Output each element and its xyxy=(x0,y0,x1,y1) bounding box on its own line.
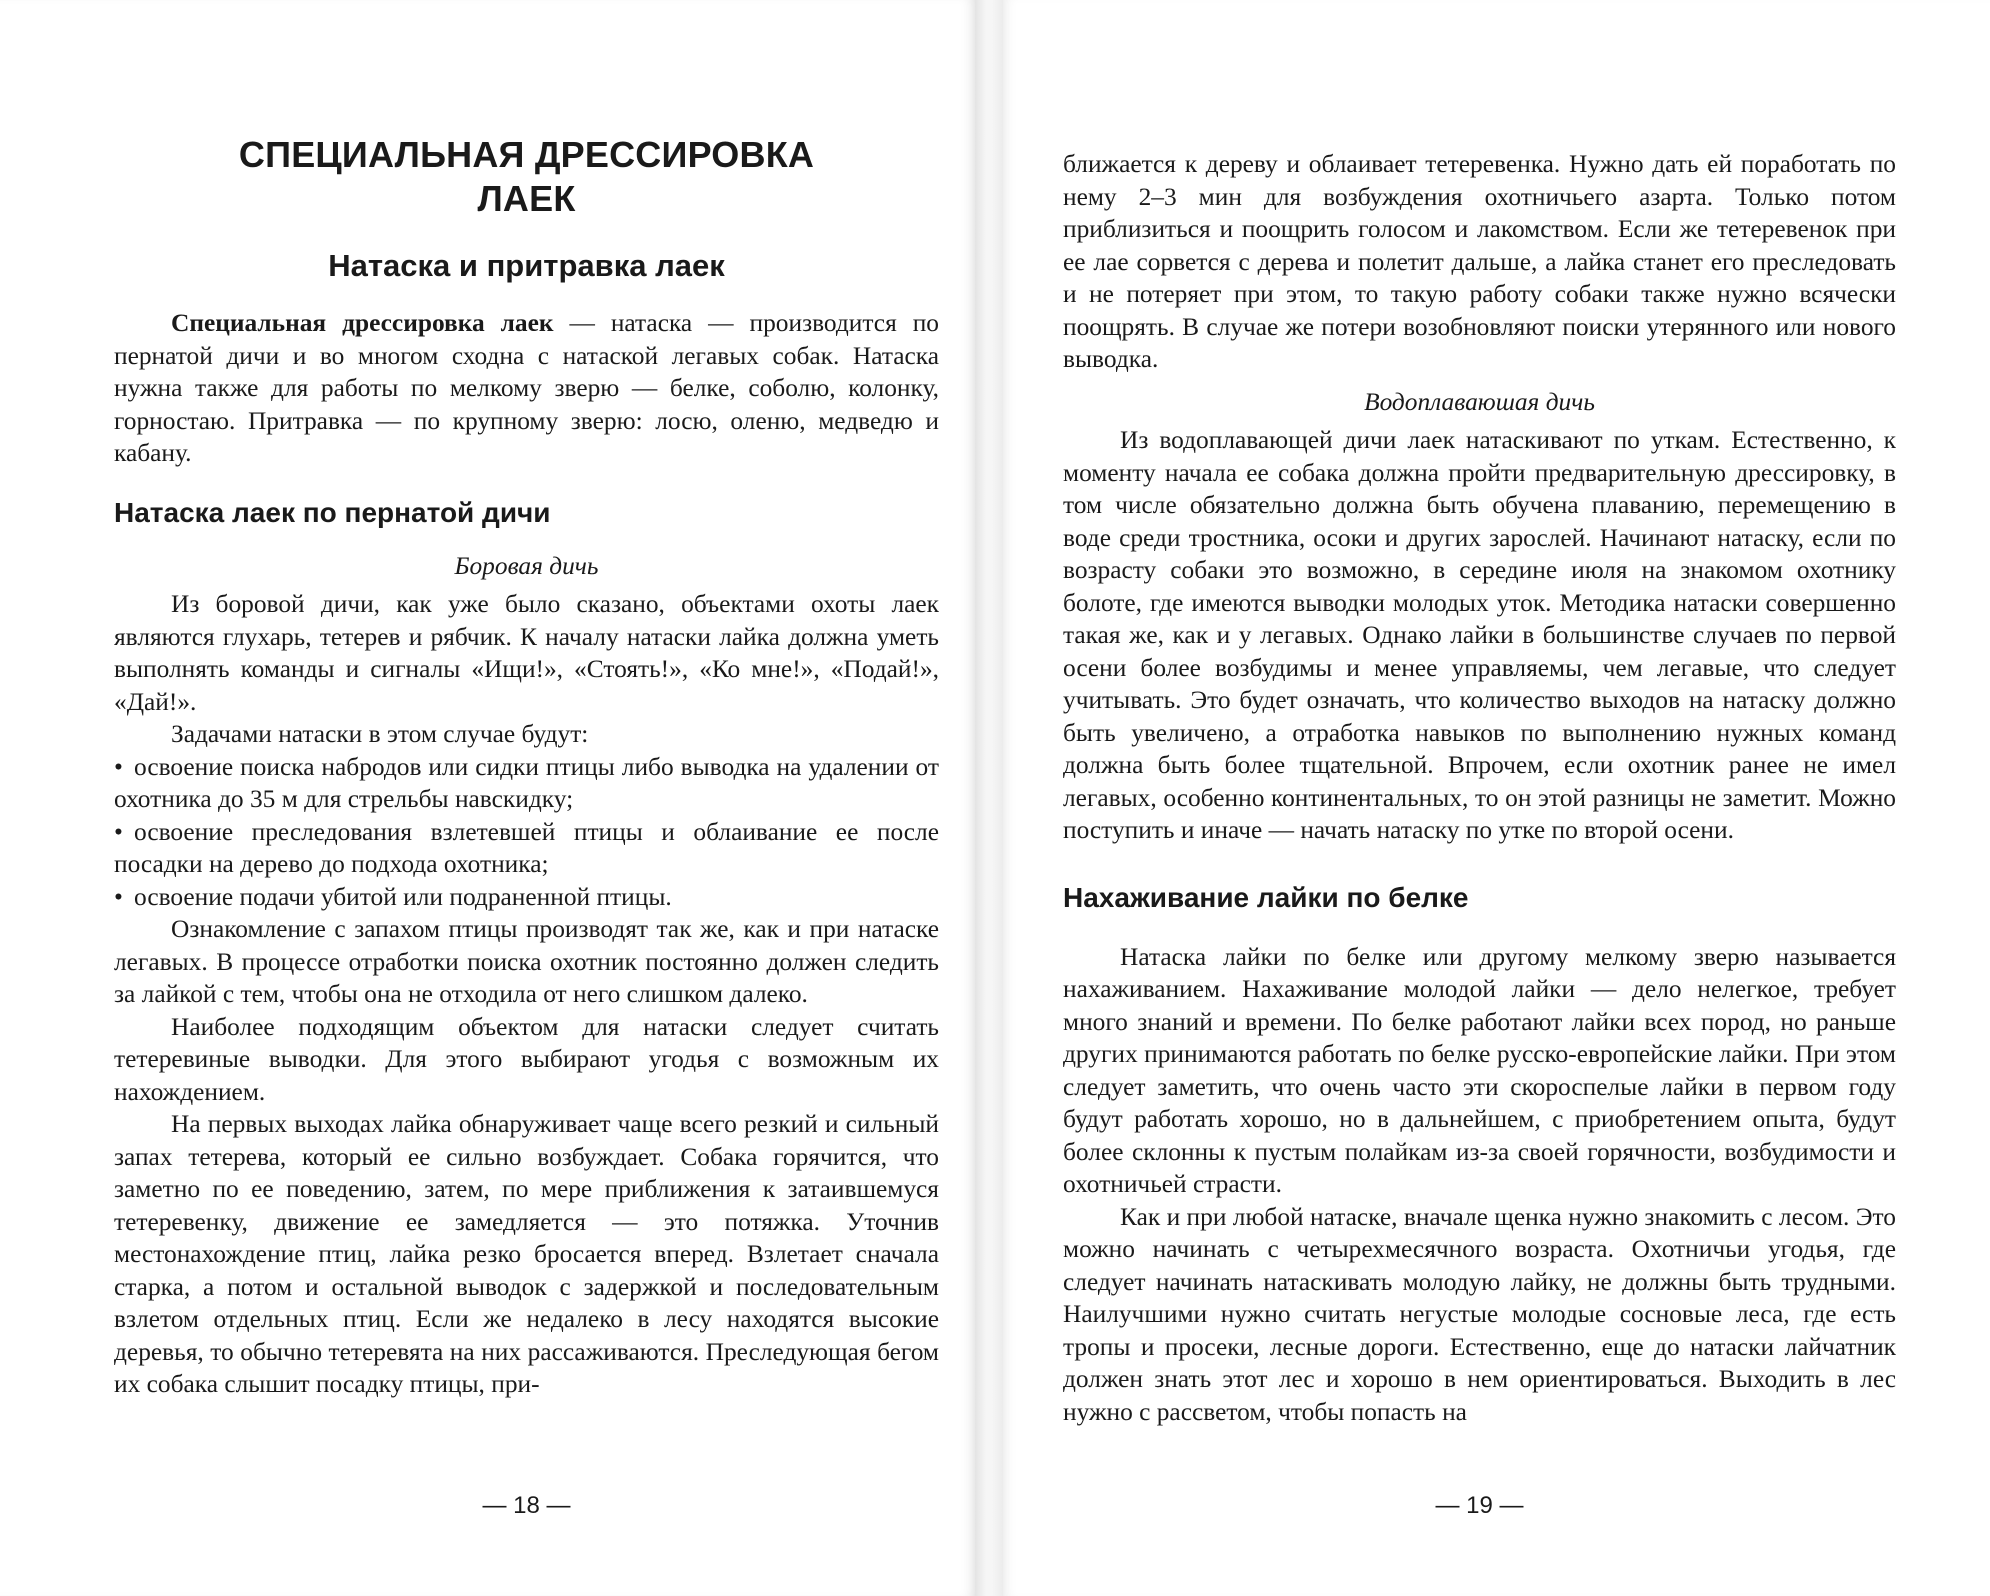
paragraph: Задачами натаски в этом случае будут: xyxy=(171,720,589,748)
bullet-icon: • xyxy=(114,882,123,911)
intro-text: — натаска — производится по пернатой дичи и во многом сходна с натаской легавых собак. Натаска нужна также для работы по мелкому зверю — белке, соболю, колонку, горностаю. Притравка — по крупному зверю: лосю, оленю, медведю и кабану. xyxy=(114,309,940,467)
page-number-left: — 18 — xyxy=(482,1492,571,1519)
paragraph: Ознакомление с запахом птицы производят так же, как и при натаске легавых. В процессе отработки поиска охотник постоянно должен следить за лайкой с тем, чтобы она не отходила от него слишком далеко. xyxy=(114,915,939,1008)
paragraph: Из боровой дичи, как уже было сказано, объектами охоты лаек являются глухарь, тетерев и рябчик. К началу натаски лайка должна уметь выполнять команды и сигналы «Ищи!», «Стоять!», «Ко мне!», «Подай!», «Дай!». xyxy=(114,590,939,716)
intro-bold-term: Специальная дрессировка лаек xyxy=(171,309,554,337)
paragraph: Из водоплавающей дичи лаек натаскивают по уткам. Естественно, к моменту начала ее собака должна пройти предварительную дрессировку, в том числе обязательно должна быть обучена плаванию, перемещению в воде среди тростника, осоки и других зарослей. Начинают натаску, если по возрасту собаки это возможно, в середине июля на знакомом охотнику болоте, где имеются выводки молодых уток. Методика натаски совершенно такая же, как и у легавых. Однако лайки в большинстве случаев по первой осени более возбудимы и менее управляемы, чем легавые, что следует учитывать. Это будет означать, что количество выходов на натаску должно быть увеличено, а отработка навыков по выполнению нужных команд должна быть более тщательной. Впрочем, если охотник ранее не имел легавых, особенно континентальных, то он этой разницы не заметит. Можно поступить и иначе — начать натаску по утке по второй осени. xyxy=(1063,426,1896,844)
left-page-body xyxy=(114,307,939,1401)
italic-heading-waterfowl: Водоплаваюшая дичь xyxy=(1364,387,1595,416)
continuation-paragraph: ближается к дереву и облаивает тетеревенка. Нужно дать ей поработать по нему 2–3 мин для возбуждения охотничьего азарта. Только потом приблизиться и поощрить голосом и лакомством. Если же тетеревенок при ее лае сорвется с дерева и полетит дальше, а лайка станет его преследовать и не потеряет при этом, то такую работу собаки также нужно всячески поощрять. В случае же потери возобновляют поиски утерянного или нового выводка. xyxy=(1063,150,1896,373)
intro-paragraph xyxy=(114,307,939,470)
bullet-item xyxy=(114,881,939,914)
left-page xyxy=(0,0,975,1596)
chapter-title-line-2: ЛАЕК xyxy=(477,178,576,219)
bullet-text: освоение подачи убитой или подраненной птицы. xyxy=(134,882,672,911)
page-number-right: — 19 — xyxy=(1435,1492,1524,1519)
paragraph: На первых выходах лайка обнаруживает чаще всего резкий и сильный запах тетерева, который ее сильно возбуждает. Собака горячится, что заметно по ее поведению, затем, по мере приближения к затаившемуся тетеревенку, движение ее замедляется — это потяжка. Уточнив местонахождение птиц, лайка резко бросается вперед. Взлетает сначала старка, а потом и остальной выводок с задержкой и последовательным взлетом отдельных птиц. Если же недалеко в лесу находятся высокие деревья, то обычно тетеревята на них рассаживаются. Преследующая бегом их собака слышит посадку птицы, при- xyxy=(114,1110,939,1398)
bullet-text: освоение поиска набродов или сидки птицы либо выводка на удалении от охотника до 35 м для стрельбы навскидку; xyxy=(114,752,939,813)
chapter-title-line-1: СПЕЦИАЛЬНАЯ ДРЕССИРОВКА xyxy=(238,134,815,175)
bullet-icon: • xyxy=(114,817,123,846)
bullet-text: освоение преследования взлетевшей птицы и облаивание ее после посадки на дерево до подхода охотника; xyxy=(114,817,939,878)
bullet-item xyxy=(114,816,939,881)
book-gutter xyxy=(975,0,1003,1596)
bullet-item xyxy=(114,751,939,816)
paragraph: Натаска лайки по белке или другому мелкому зверю называется нахаживанием. Нахаживание молодой лайки — дело нелегкое, требует много знаний и времени. По белке работают лайки всех пород, но раньше других принимаются работать по белке русско-европейские лайки. При этом следует заметить, что очень часто эти скороспелые лайки в первом году будут работать хорошо, но в дальнейшем, с приобретением опыта, будут более склонны к пустым полайкам из-за своей горячности, возбудимости и охотничьей страсти. xyxy=(1063,942,1896,1198)
italic-heading-upland-game: Боровая дичь xyxy=(454,551,599,580)
subsection-title-feathered-game: Натаска лаек по пернатой дичи xyxy=(114,496,551,528)
paragraph: Как и при любой натаске, вначале щенка нужно знакомить с лесом. Это можно начинать с четырехмесячного возраста. Охотничьи угодья, где следует начинать натаскивать молодую лайку, не должны быть трудными. Наилучшими нужно считать негустые молодые сосновые леса, где есть тропы и просеки, лесные дороги. Естественно, еще до натаски лайчатник должен знать этот лес и хорошо в нем ориентироваться. Выходить в лес нужно с рассветом, чтобы попасть на xyxy=(1063,1202,1896,1426)
right-page-body xyxy=(1063,148,1896,1428)
subsection-title-squirrel: Нахаживание лайки по белке xyxy=(1063,881,1469,913)
bullet-icon: • xyxy=(114,752,123,781)
chapter-title xyxy=(114,133,939,221)
section-title: Натаска и притравка лаек xyxy=(328,248,725,283)
paragraph: Наиболее подходящим объектом для натаски следует считать тетеревиные выводки. Для этого выбирают угодья с возможным их нахождением. xyxy=(114,1012,939,1106)
right-page xyxy=(1003,0,1990,1596)
